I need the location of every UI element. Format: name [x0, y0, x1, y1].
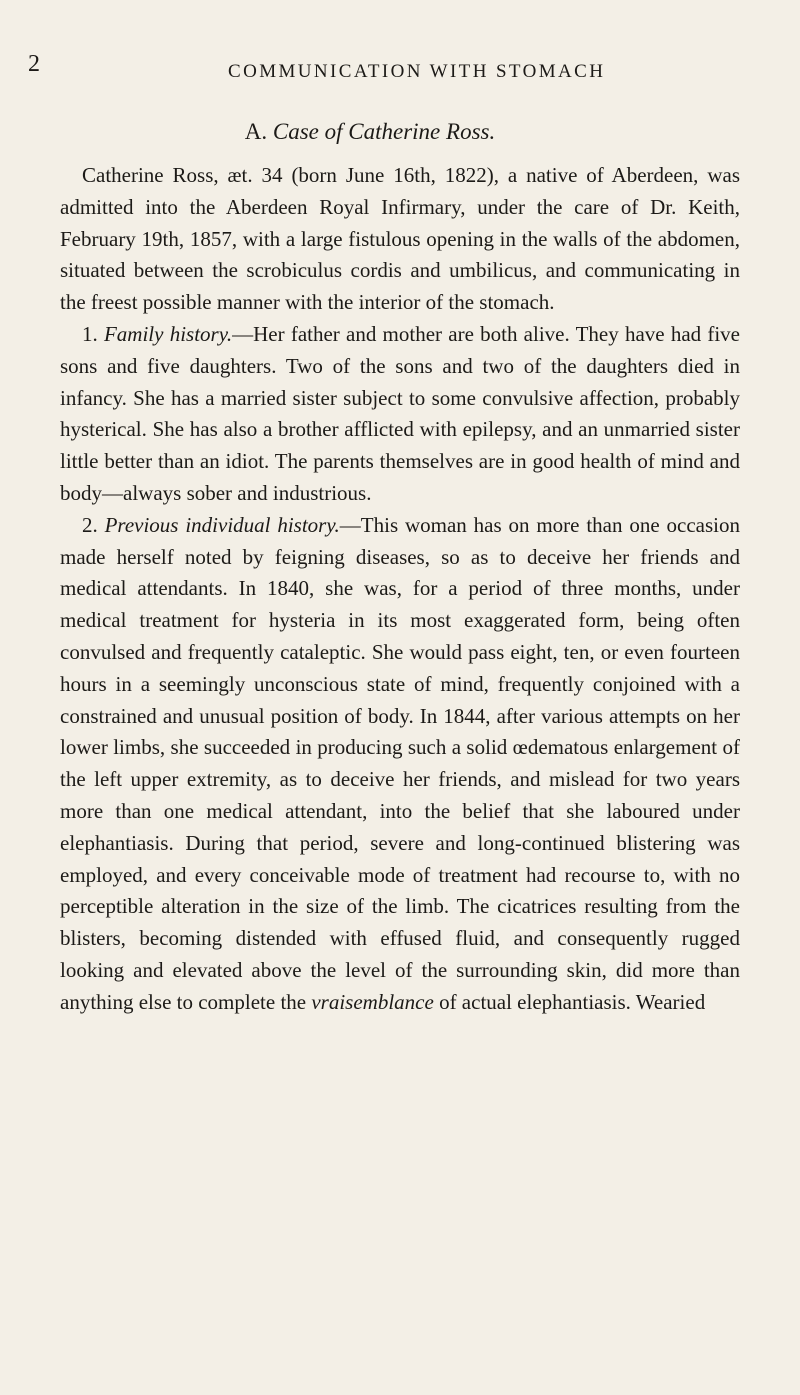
running-head: COMMUNICATION WITH STOMACH [228, 61, 606, 82]
section-title [0, 118, 740, 146]
section-label: A. [244, 119, 268, 144]
paragraph-family-history-text: —Her father and mother are both alive. They have had five sons and five daughters. Two of the sons and two of the daughters died in infancy. She has a married sister subject to some convulsive affection, probably hysterical. She has also a brother afflicted with epilepsy, and an unmarried sister little better than an idiot. The parents themselves are in good health of mind and body—always sober and industrious. [60, 321, 741, 505]
paragraph-heading: Previous individual history. [104, 512, 340, 537]
page-number: 2 [28, 51, 40, 77]
paragraph-intro [60, 160, 740, 319]
paragraph-number: 2. [82, 512, 98, 537]
section-title-text: Case of Catherine Ross. [272, 119, 496, 144]
emphasis-term: vraisemblance [311, 989, 434, 1014]
paragraph-previous-history-text: —This woman has on more than one occasion made herself noted by feigning diseases, so as to deceive her friends and medical attendants. In 1840, she was, for a period of three months, under medical treatment for hysteria in its most exaggerated form, being often convulsed and frequently cataleptic. She would pass eight, ten, or even fourteen hours in a seemingly unconscious state of mind, frequently conjoined with a constrained and unusual position of body. In 1844, after various attempts on her lower limbs, she succeeded in producing such a solid œdematous enlargement of the left upper extremity, as to deceive her friends, and mislead for two years more than one medical attendant, into the belief that she laboured under elephantiasis. During that period, severe and long-continued blistering was employed, and every conceivable mode of treatment had recourse to, with no perceptible alteration in the size of the limb. The cicatrices resulting from the blisters, becoming distended with effused fluid, and consequently rugged looking and elevated above the level of the surrounding skin, did more than anything else to complete the [60, 512, 740, 1014]
body-text [60, 160, 740, 1019]
paragraph-previous-history [60, 510, 740, 1019]
paragraph-previous-history-tail: of actual elephantiasis. Wearied [433, 989, 706, 1014]
paragraph-heading: Family history. [103, 321, 233, 346]
paragraph-family-history [60, 319, 740, 510]
paragraph-number: 1. [82, 321, 98, 346]
paragraph-intro-text: Catherine Ross, æt. 34 (born June 16th, 1822), a native of Aberdeen, was admitted into the Aberdeen Royal Infirmary, under the care of Dr. Keith, February 19th, 1857, with a large fistulous opening in the walls of the abdomen, situated between the scrobiculus cordis and umbilicus, and communicating in the freest possible manner with the interior of the stomach. [60, 163, 740, 315]
